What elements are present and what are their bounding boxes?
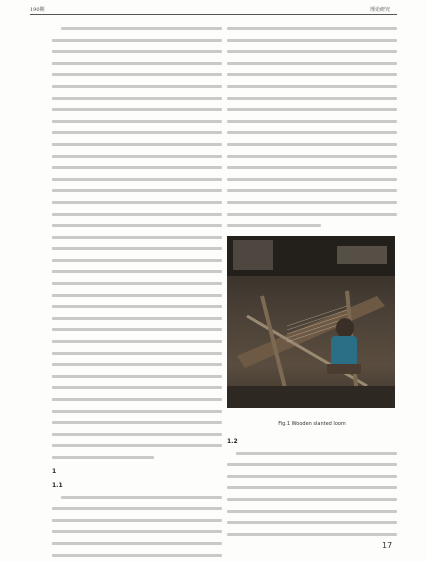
text-line <box>52 85 222 88</box>
header-rule <box>30 14 397 15</box>
paragraph-intro <box>52 27 222 459</box>
text-line <box>52 39 222 42</box>
text-line <box>227 108 397 111</box>
text-line <box>227 521 397 524</box>
left-column <box>52 27 222 562</box>
text-line <box>52 294 222 297</box>
text-line <box>61 27 223 30</box>
text-line <box>52 340 222 343</box>
text-line <box>52 166 222 169</box>
text-line <box>227 143 397 146</box>
figure-caption-en: Fig.1 Wooden slanted loom <box>278 420 346 427</box>
text-line <box>227 201 397 204</box>
text-line <box>227 189 397 192</box>
text-line <box>227 498 397 501</box>
text-line <box>227 131 397 134</box>
text-line <box>227 166 397 169</box>
text-line <box>52 530 222 533</box>
section-number: 1.1 <box>52 481 63 489</box>
loom-photo-drawing <box>227 236 395 408</box>
text-line <box>52 542 222 545</box>
header-issue: 190期 <box>30 7 45 13</box>
loom-photo <box>227 236 395 408</box>
text-line <box>52 444 222 447</box>
text-line <box>52 178 222 181</box>
text-line <box>52 328 222 331</box>
header-category: 理论研究 <box>370 7 391 13</box>
text-line <box>52 282 222 285</box>
page-number: 17 <box>382 541 393 550</box>
section-heading-1-2 <box>227 438 397 446</box>
text-line <box>52 247 222 250</box>
text-line <box>52 433 222 436</box>
text-line <box>52 375 222 378</box>
text-line <box>227 97 397 100</box>
text-line <box>52 120 222 123</box>
section-number: 1 <box>52 467 57 475</box>
text-line <box>52 143 222 146</box>
text-line <box>52 363 222 366</box>
figure-caption-zh <box>227 414 397 421</box>
text-line <box>236 452 398 455</box>
right-column <box>227 27 397 544</box>
text-line <box>227 224 321 227</box>
text-line <box>227 73 397 76</box>
text-line <box>227 213 397 216</box>
text-line <box>227 27 397 30</box>
paragraph-section-1-1 <box>52 496 222 557</box>
text-line <box>52 305 222 308</box>
text-line <box>52 236 222 239</box>
text-line <box>52 73 222 76</box>
text-line <box>52 421 222 424</box>
text-line <box>52 410 222 413</box>
text-line <box>52 189 222 192</box>
text-line <box>227 155 397 158</box>
text-line <box>52 352 222 355</box>
text-line <box>52 507 222 510</box>
text-line <box>52 155 222 158</box>
text-line <box>52 97 222 100</box>
text-line <box>227 510 397 513</box>
text-line <box>227 463 397 466</box>
section-heading-1 <box>52 468 222 476</box>
text-line <box>52 554 222 557</box>
text-line <box>52 456 154 459</box>
text-line <box>52 317 222 320</box>
text-line <box>52 131 222 134</box>
paragraph-section-1-2 <box>227 452 397 536</box>
text-line <box>52 259 222 262</box>
text-line <box>61 496 223 499</box>
section-number: 1.2 <box>227 437 238 445</box>
text-line <box>227 50 397 53</box>
text-line <box>227 475 397 478</box>
text-line <box>52 201 222 204</box>
section-heading-1-1 <box>52 482 222 490</box>
text-line <box>52 398 222 401</box>
text-line <box>227 486 397 489</box>
text-line <box>227 120 397 123</box>
text-line <box>52 62 222 65</box>
text-line <box>227 62 397 65</box>
text-line <box>52 519 222 522</box>
text-line <box>227 85 397 88</box>
text-line <box>52 270 222 273</box>
text-line <box>52 386 222 389</box>
text-line <box>227 533 397 536</box>
paragraph-right-top <box>227 27 397 227</box>
text-line <box>52 108 222 111</box>
text-line <box>52 50 222 53</box>
text-line <box>227 39 397 42</box>
text-line <box>227 178 397 181</box>
text-line <box>52 224 222 227</box>
text-line <box>52 213 222 216</box>
